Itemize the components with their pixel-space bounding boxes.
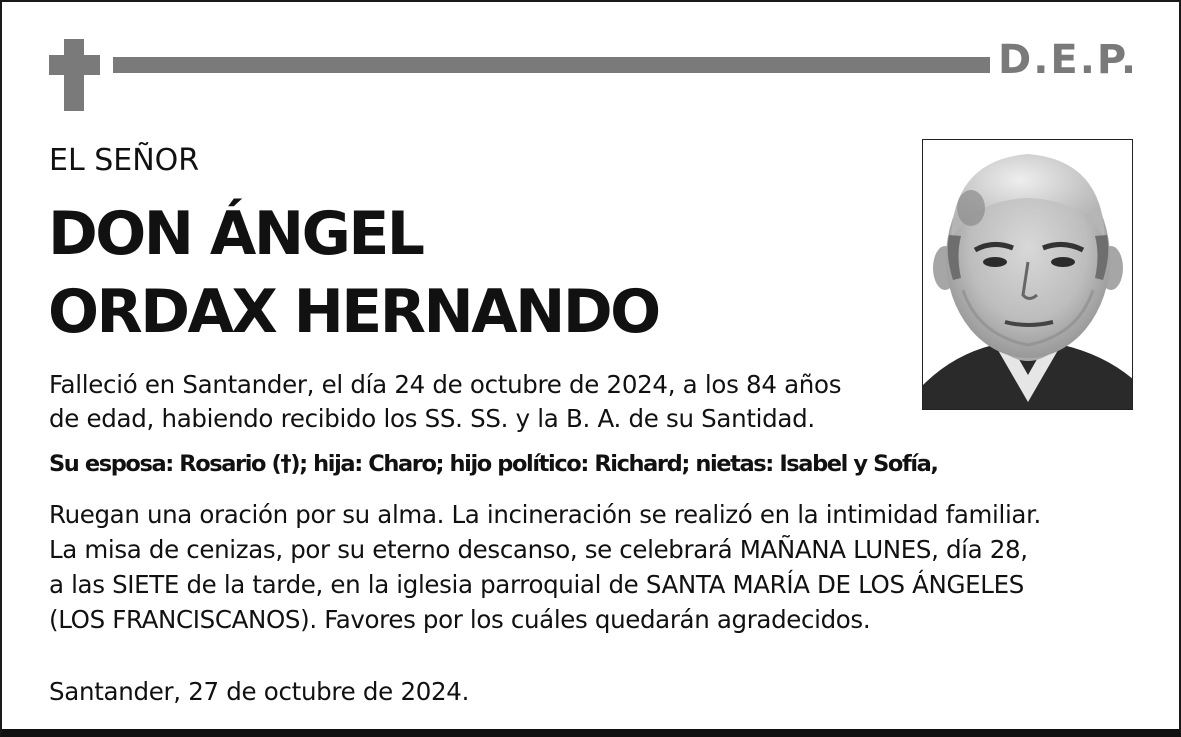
- deceased-name-line2: ORDAX HERNANDO: [48, 277, 659, 347]
- deceased-name: [48, 195, 659, 351]
- portrait-illustration: [923, 140, 1133, 410]
- service-details-line3: a las SIETE de la tarde, en la iglesia parroquial de SANTA MARÍA DE LOS ÁNGELES: [49, 570, 1024, 599]
- family-list: Su esposa: Rosario (†); hija: Charo; hijo político: Richard; nietas: Isabel y Sofía,: [49, 451, 938, 477]
- honorific-prefix: EL SEÑOR: [49, 143, 200, 178]
- cross-icon: [64, 39, 84, 111]
- service-details: [49, 497, 1041, 637]
- death-announcement-line1: Falleció en Santander, el día 24 de octubre de 2024, a los 84 años: [49, 370, 842, 399]
- death-announcement: [49, 368, 841, 436]
- cross-icon-bar: [49, 55, 100, 75]
- dep-mark: D.E.P.: [998, 37, 1139, 83]
- portrait-photo: [922, 139, 1133, 410]
- death-announcement-line2: de edad, habiendo recibido los SS. SS. y la B. A. de su Santidad.: [49, 404, 815, 433]
- service-details-line4: (LOS FRANCISCANOS). Favores por los cuáles quedarán agradecidos.: [49, 605, 871, 634]
- service-details-line2: La misa de cenizas, por su eterno descanso, se celebrará MAÑANA LUNES, día 28,: [49, 535, 1028, 564]
- header-rule: [113, 57, 990, 73]
- place-date: Santander, 27 de octubre de 2024.: [49, 677, 470, 706]
- service-details-line1: Ruegan una oración por su alma. La incineración se realizó en la intimidad familiar.: [49, 500, 1041, 529]
- deceased-name-line1: DON ÁNGEL: [48, 199, 423, 269]
